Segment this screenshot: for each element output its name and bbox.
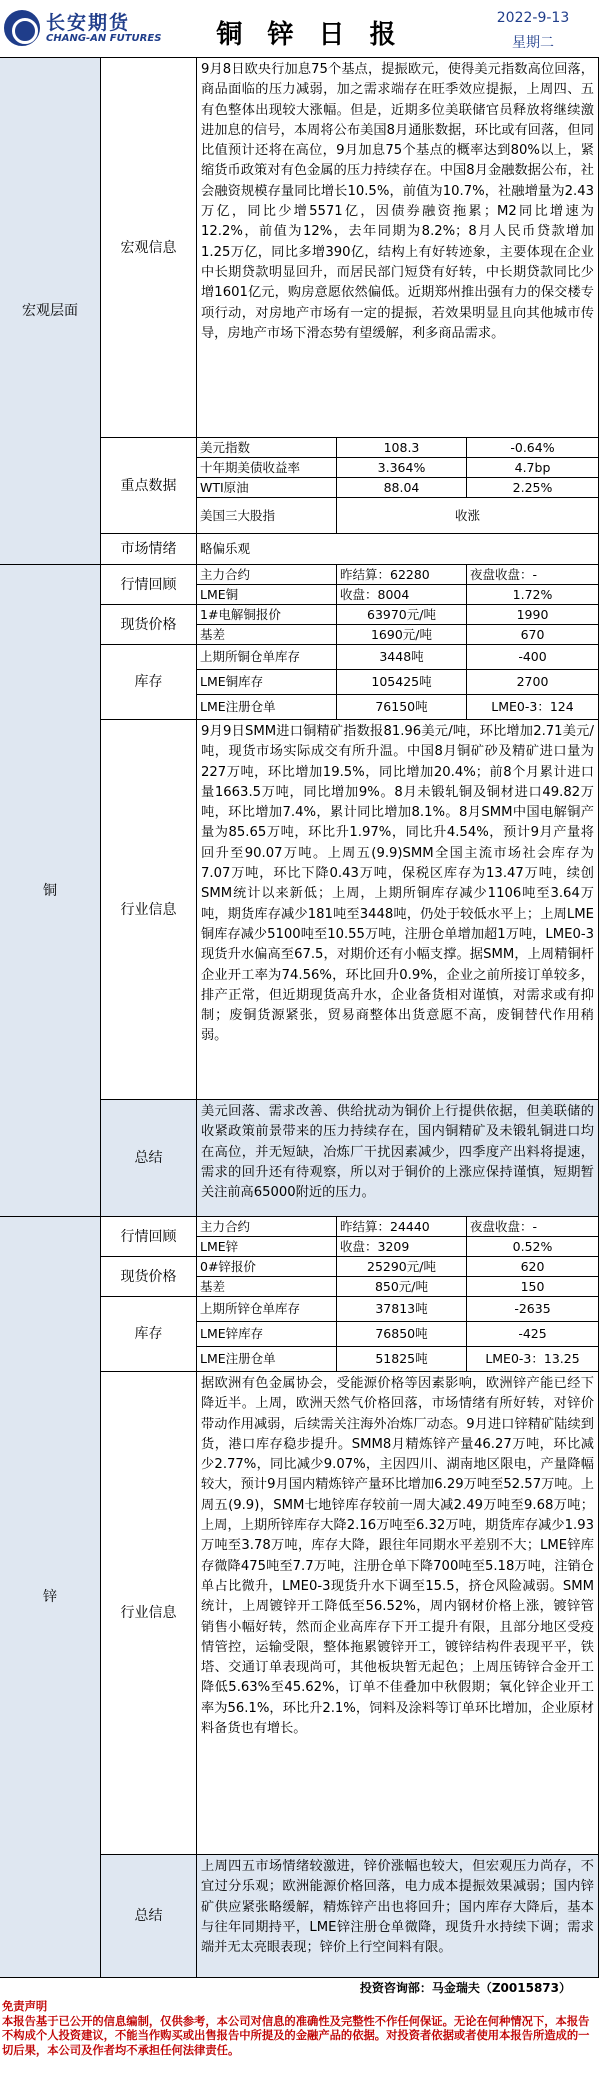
stock-cell: -425 — [467, 1322, 599, 1347]
stock-cell: -400 — [467, 645, 599, 670]
spot-cell: 620 — [467, 1257, 599, 1277]
copper-industry-text: 9月9日SMM进口铜精矿指数报81.96美元/吨，环比增加2.71美元/吨，现货市场实际成交有所升温。中国8月铜矿砂及精矿进口量为227万吨，环比增加19.5%，同比增加20.4%；前8个月累计进口量1663.5万吨，同比增加9%。8月未锻轧铜及铜材进口49.82万吨，环比增加7.4%，累计同比增加8.1%。8月SMM中国电解铜产量为85.65万吨，环比升1.97%，同比升4.54%，预计9月产量将回升至90.07万吨。上周五(9.9)SMM全国主流市场社会库存为7.07万吨，环比下降0.43万吨，保税区库存为13.47万吨，续创SMM统计以来新低；上周，上期所铜库存减少1106吨至3.64万吨，期货库存减少181吨至3448吨，仍处于较低水平上；上周LME铜库存减少5100吨至10.55万吨，注册仓单增加超1万吨，LME0-3现货升水偏高至67.5，对期价还有小幅支撑。据SMM，上周精铜杆企业开工率为74.56%，环比回升0.9%，企业之前所接订单较多，排产正常，但近期现货高升水，企业备货相对谨慎，对需求或有抑制；废铜货源紧张，贸易商整体出货意愿不高，废铜替代作用稍弱。 — [197, 720, 599, 1100]
quote-cell: 夜盘收盘：- — [467, 565, 599, 585]
copper-stock-label: 库存 — [101, 645, 197, 720]
key-row-name: WTI原油 — [197, 478, 337, 498]
key-row-name: 十年期美债收益率 — [197, 458, 337, 478]
quote-cell: 1.72% — [467, 585, 599, 605]
key-row-name: 美元指数 — [197, 438, 337, 458]
company-logo — [4, 6, 170, 52]
spot-cell: 0#锌报价 — [197, 1257, 337, 1277]
zinc-quote-label: 行情回顾 — [101, 1217, 197, 1257]
copper-spot-label: 现货价格 — [101, 605, 197, 645]
disclaimer-title: 免责声明 — [2, 2000, 48, 2013]
macro-mood-label: 市场情绪 — [101, 534, 197, 565]
logo-emblem-icon — [4, 10, 40, 46]
stock-cell: 上期所锌仓单库存 — [197, 1297, 337, 1322]
copper-quote-label: 行情回顾 — [101, 565, 197, 605]
report-date: 2022-9-13 — [496, 10, 570, 26]
key-row-merged: 收涨 — [337, 498, 599, 534]
macro-info-text: 9月8日欧央行加息75个基点，提振欧元，使得美元指数高位回落，商品面临的压力减弱，加之需求端存在旺季效应提振，上周四、五有色整体出现较大涨幅。但是，近期多位美联储官员释放将继续激进加息的信号，本周将公布美国8月通胀数据，环比或有回落，但同比值预计还将在高位，9月加息75个基点的概率达到80%以上，紧缩货币政策对有色金属的压力持续存在。中国8月金融数据公布，社会融资规模存量同比增长10.5%，前值为10.7%，社融增量为2.43万亿，同比少增5571亿，因债券融资拖累；M2同比增速为12.2%，前值为12%，去年同期为8.2%；8月人民币贷款增加1.25万亿，同比多增390亿，结构上有好转迹象，主要体现在企业中长期贷款明显回升，而居民部门短贷有好转，中长期贷款同比少增1601亿元，购房意愿依然偏低。近期郑州推出强有力的保交楼专项行动，对房地产市场有一定的提振，若效果明显且向其他城市传导，房地产市场下滑态势有望缓解，利多商品需求。 — [197, 58, 599, 438]
macro-key-data-label: 重点数据 — [101, 438, 197, 534]
stock-cell: 76150吨 — [337, 695, 467, 720]
zinc-industry-text: 据欧洲有色金属协会，受能源价格等因素影响，欧洲锌产能已经下降近半。上周，欧洲天然气价格回落，市场情绪有所好转，对锌价带动作用减弱，后续需关注海外冶炼厂动态。9月进口锌精矿陆续到货，港口库存稳步提升。SMM8月精炼锌产量46.27万吨，环比减少2.77%，同比减少9.07%，主因四川、湖南地区限电，产量降幅较大，预计9月国内精炼锌产量环比增加6.29万吨至52.57万吨。上周五(9.9)，SMM七地锌库存较前一周大减2.49万吨至9.68万吨；上周，上期所锌库存大降2.16万吨至6.32万吨，期货库存减少1.93万吨至3.78万吨，库存大降，跟往年同期水平差别不大；LME锌库存微降475吨至7.7万吨，注册仓单下降700吨至5.18万吨，注销仓单占比微升，LME0-3现货升水下调至15.5，挤仓风险减弱。SMM统计，上周镀锌开工降低至56.52%，周内钢材价格上涨，镀锌管销售小幅好转，然而企业高库存下开工提升有限，且部分地区受疫情管控，运输受限，整体拖累镀锌开工，镀锌结构件表现平平，铁塔、交通订单表现尚可，其他板块暂无起色；上周压铸锌合金开工降低5.63%至45.62%，订单不佳叠加中秋假期；氧化锌企业开工率为56.1%，环比升2.1%，饲料及涂料等订单环比增加，企业原材料备货也有增长。 — [197, 1372, 599, 1855]
stock-cell: LME铜库存 — [197, 670, 337, 695]
stock-cell: LME锌库存 — [197, 1322, 337, 1347]
key-row-name: 美国三大股指 — [197, 498, 337, 534]
stock-cell: 105425吨 — [337, 670, 467, 695]
stock-cell: 76850吨 — [337, 1322, 467, 1347]
key-row-change: -0.64% — [467, 438, 599, 458]
quote-cell: 昨结算：62280 — [337, 565, 467, 585]
spot-cell: 670 — [467, 625, 599, 645]
stock-cell: 上期所铜仓单库存 — [197, 645, 337, 670]
section-copper: 铜 — [0, 565, 101, 1217]
stock-cell: -2635 — [467, 1297, 599, 1322]
spot-cell: 1#电解铜报价 — [197, 605, 337, 625]
key-row-value: 108.3 — [337, 438, 467, 458]
quote-cell: 0.52% — [467, 1237, 599, 1257]
stock-cell: LME0-3：124 — [467, 695, 599, 720]
quote-cell: 昨结算：24440 — [337, 1217, 467, 1237]
stock-cell: LME注册仓单 — [197, 1347, 337, 1372]
key-row-value: 3.364% — [337, 458, 467, 478]
section-zinc: 锌 — [0, 1217, 101, 1978]
report-weekday: 星期二 — [512, 35, 554, 51]
stock-cell: LME注册仓单 — [197, 695, 337, 720]
zinc-stock-label: 库存 — [101, 1297, 197, 1372]
key-row-value: 88.04 — [337, 478, 467, 498]
section-macro: 宏观层面 — [0, 58, 101, 565]
zinc-summary-label: 总结 — [101, 1855, 197, 1978]
copper-summary-label: 总结 — [101, 1100, 197, 1217]
spot-cell: 850元/吨 — [337, 1277, 467, 1297]
logo-chinese-name: 长安期货 — [46, 12, 131, 34]
quote-cell: 主力合约 — [197, 1217, 337, 1237]
zinc-spot-label: 现货价格 — [101, 1257, 197, 1297]
logo-english-name: CHANG-AN FUTURES — [46, 33, 162, 44]
spot-cell: 基差 — [197, 625, 337, 645]
key-row-change: 4.7bp — [467, 458, 599, 478]
spot-cell: 63970元/吨 — [337, 605, 467, 625]
zinc-summary-text: 上周四五市场情绪较激进，锌价涨幅也较大，但宏观压力尚存，不宜过分乐观；欧洲能源价格回落，电力成本提振效果减弱；国内锌矿供应紧张略缓解，精炼锌产出也将回升；国内库存大降后，基本与往年同期持平，LME锌注册仓单微降，现货升水持续下调；需求端并无太亮眼表现；锌价上行空间料有限。 — [197, 1855, 599, 1978]
key-row-change: 2.25% — [467, 478, 599, 498]
quote-cell: 主力合约 — [197, 565, 337, 585]
disclaimer — [2, 2000, 597, 2058]
quote-cell: 夜盘收盘：- — [467, 1217, 599, 1237]
disclaimer-text: 本报告基于已公开的信息编制，仅供参考，本公司对信息的准确性及完整性不作任何保证。无论在何种情况下，本报告不构成个人投资建议，不能当作购买或出售报告中所提及的金融产品的依据。对投资者依据或者使用本报告所造成的一切后果，本公司及作者均不承担任何法律责任。 — [2, 2014, 590, 2057]
macro-info-label: 宏观信息 — [101, 58, 197, 438]
report-header — [0, 0, 599, 58]
copper-summary-text: 美元回落、需求改善、供给扰动为铜价上行提供依据，但美联储的收紧政策前景带来的压力持续存在，国内铜精矿及未锻轧铜进口均在高位，并无短缺，冶炼厂干扰因素减少，四季度产出料将提速，需求的回升还有待观察，所以对于铜价的上涨应保持谨慎，短期暂关注前高65000附近的压力。 — [197, 1100, 599, 1217]
macro-mood-value: 略偏乐观 — [197, 534, 599, 565]
spot-cell: 基差 — [197, 1277, 337, 1297]
quote-cell: 收盘：3209 — [337, 1237, 467, 1257]
report-title: 铜 锌 日 报 — [216, 20, 404, 50]
quote-cell: LME铜 — [197, 585, 337, 605]
spot-cell: 1690元/吨 — [337, 625, 467, 645]
spot-cell: 25290元/吨 — [337, 1257, 467, 1277]
quote-cell: LME锌 — [197, 1237, 337, 1257]
analyst-credit: 投资咨询部：马金瑞夫（Z0015873） — [359, 1981, 571, 1995]
stock-cell: 51825吨 — [337, 1347, 467, 1372]
spot-cell: 1990 — [467, 605, 599, 625]
spot-cell: 150 — [467, 1277, 599, 1297]
stock-cell: 37813吨 — [337, 1297, 467, 1322]
zinc-industry-label: 行业信息 — [101, 1372, 197, 1855]
stock-cell: 2700 — [467, 670, 599, 695]
copper-industry-label: 行业信息 — [101, 720, 197, 1100]
stock-cell: LME0-3：13.25 — [467, 1347, 599, 1372]
stock-cell: 3448吨 — [337, 645, 467, 670]
quote-cell: 收盘：8004 — [337, 585, 467, 605]
